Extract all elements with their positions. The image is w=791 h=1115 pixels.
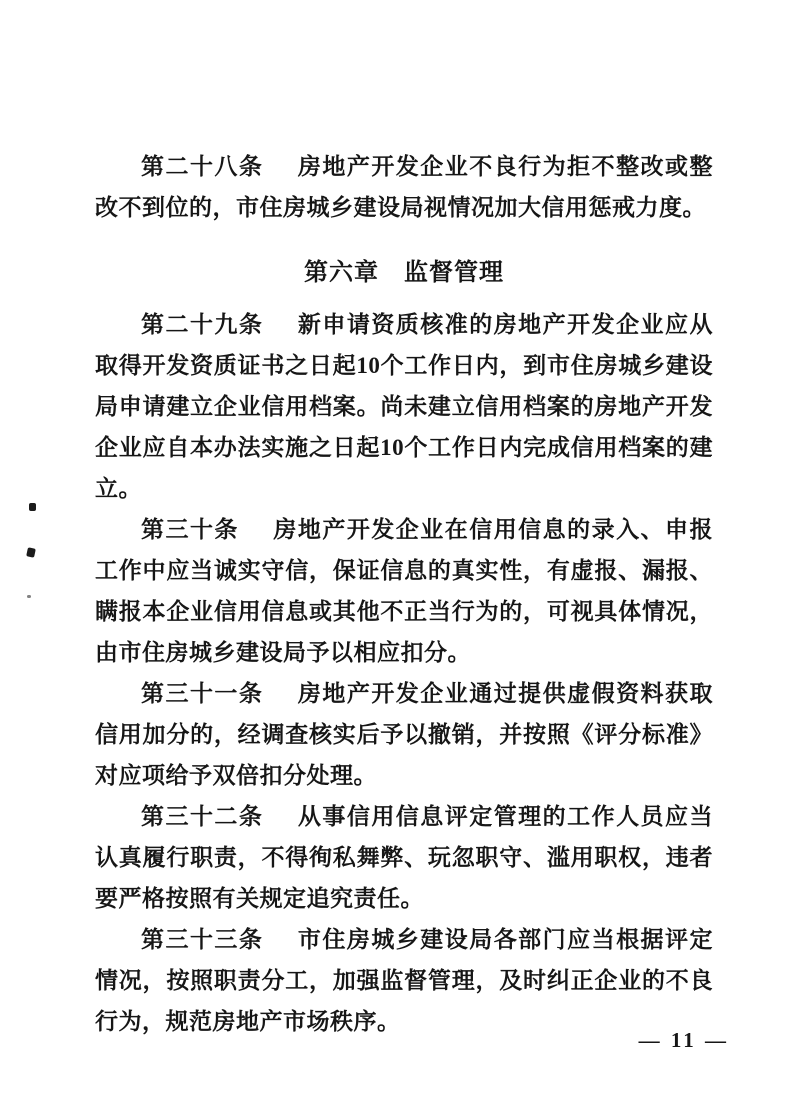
article-29-label: 第二十九条 (141, 312, 264, 337)
article-28-label: 第二十八条 (141, 154, 264, 179)
article-29-text: 新申请资质核准的房地产开发企业应从取得开发资质证书之日起10个工作日内，到市住房城乡建设局申请建立企业信用档案。尚未建立信用档案的房地产开发企业应自本办法实施之日起10个工作日内完成信用档案的建立。 (95, 312, 714, 501)
article-28-text: 房地产开发企业不良行为拒不整改或整改不到位的，市住房城乡建设局视情况加大信用惩戒力度。 (95, 154, 714, 220)
article-32-text: 从事信用信息评定管理的工作人员应当认真履行职责，不得徇私舞弊、玩忽职守、滥用职权，违者要严格按照有关规定追究责任。 (95, 804, 714, 911)
article-31-label: 第三十一条 (141, 681, 264, 706)
article-32-label: 第三十二条 (141, 804, 264, 829)
article-32-paragraph (95, 796, 713, 919)
page-number: — 11 — (638, 1028, 729, 1052)
chapter-6-heading: 第六章 监督管理 (304, 260, 504, 286)
article-30-text: 房地产开发企业在信用信息的录入、申报工作中应当诚实守信，保证信息的真实性，有虚报、漏报、瞒报本企业信用信息或其他不正当行为的，可视具体情况，由市住房城乡建设局予以相应扣分。 (95, 517, 714, 665)
article-33-paragraph (95, 919, 713, 1042)
document-content (95, 146, 713, 1042)
ink-speck (27, 595, 31, 598)
article-30-paragraph (95, 509, 713, 673)
article-31-text: 房地产开发企业通过提供虚假资料获取信用加分的，经调查核实后予以撤销，并按照《评分标准》对应项给予双倍扣分处理。 (95, 681, 714, 788)
article-33-label: 第三十三条 (141, 927, 264, 952)
article-33-text: 市住房城乡建设局各部门应当根据评定情况，按照职责分工，加强监督管理，及时纠正企业的不良行为，规范房地产市场秩序。 (95, 927, 714, 1034)
article-30-label: 第三十条 (141, 517, 239, 542)
article-28-paragraph (95, 146, 713, 228)
article-29-paragraph (95, 304, 713, 509)
article-31-paragraph (95, 673, 713, 796)
ink-speck (26, 547, 36, 557)
ink-speck (29, 503, 36, 511)
